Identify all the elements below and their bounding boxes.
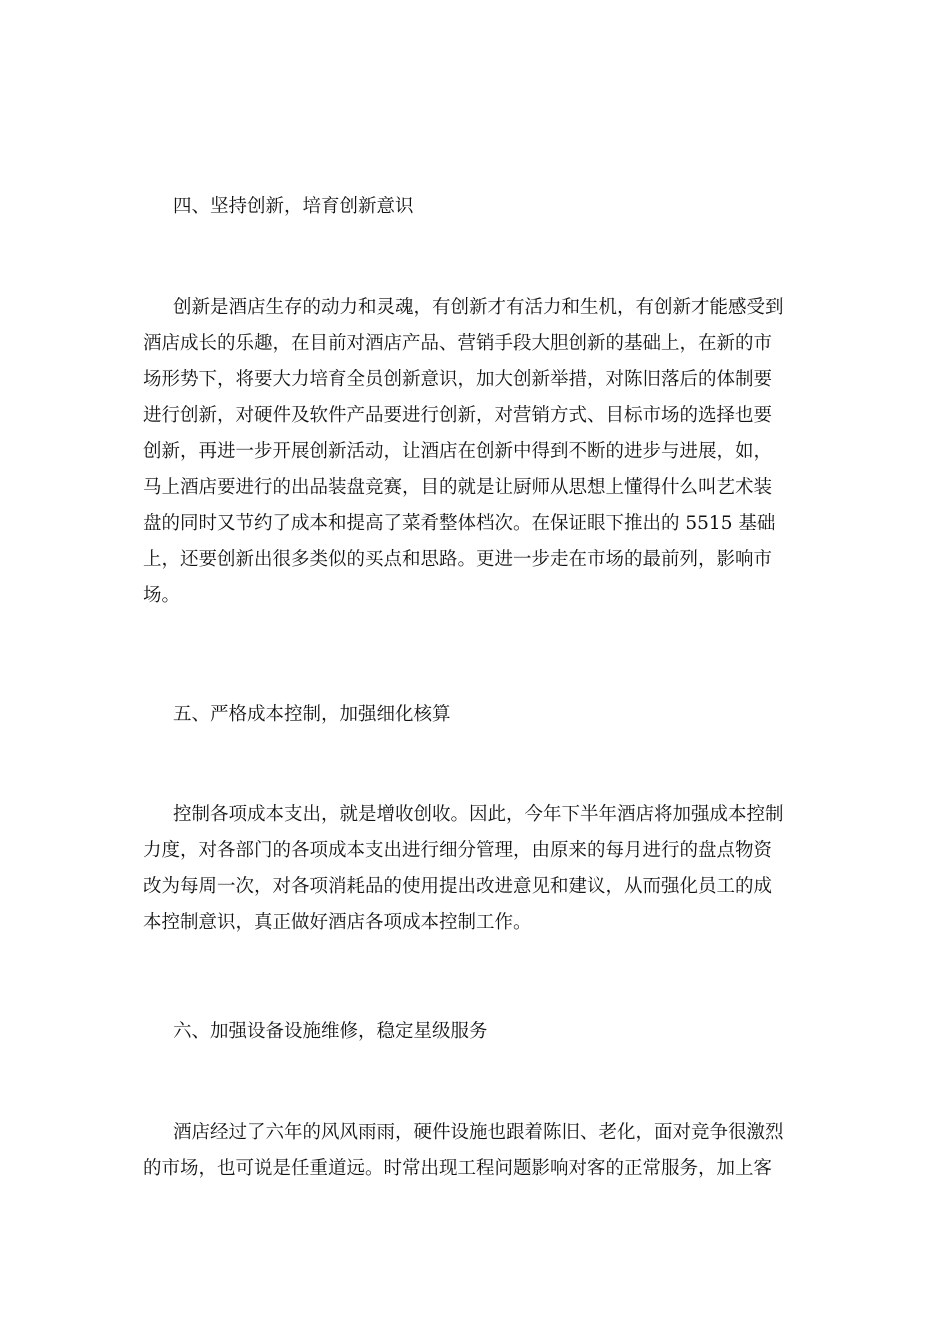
section-4-heading: 四、坚持创新，培育创新意识 (173, 196, 414, 217)
paragraph-line: 盘的同时又节约了成本和提高了菜肴整体档次。在保证眼下推出的 5515 基础 (143, 513, 776, 534)
paragraph-line: 场。 (143, 585, 181, 606)
paragraph-line: 改为每周一次，对各项消耗品的使用提出改进意见和建议，从而强化员工的成 (143, 876, 773, 897)
paragraph-line: 马上酒店要进行的出品装盘竞赛，目的就是让厨师从思想上懂得什么叫艺术装 (143, 477, 773, 498)
paragraph-line: 进行创新，对硬件及软件产品要进行创新，对营销方式、目标市场的选择也要 (143, 405, 773, 426)
paragraph-line: 控制各项成本支出，就是增收创收。因此，今年下半年酒店将加强成本控制 (173, 804, 784, 825)
paragraph-line: 的市场，也可说是任重道远。时常出现工程问题影响对客的正常服务，加上客 (143, 1158, 773, 1179)
section-6-paragraph (143, 1115, 807, 1187)
paragraph-line: 力度，对各部门的各项成本支出进行细分管理，由原来的每月进行的盘点物资 (143, 840, 773, 861)
paragraph-line: 酒店经过了六年的风风雨雨，硬件设施也跟着陈旧、老化，面对竞争很激烈 (173, 1122, 784, 1143)
section-6-heading: 六、加强设备设施维修，稳定星级服务 (173, 1021, 488, 1042)
paragraph-line: 酒店成长的乐趣，在目前对酒店产品、营销手段大胆创新的基础上，在新的市 (143, 333, 773, 354)
paragraph-line: 场形势下，将要大力培育全员创新意识，加大创新举措，对陈旧落后的体制要 (143, 369, 773, 390)
section-4-paragraph (143, 290, 807, 614)
paragraph-line: 创新是酒店生存的动力和灵魂，有创新才有活力和生机，有创新才能感受到 (173, 297, 784, 318)
section-5-paragraph (143, 797, 807, 941)
paragraph-line: 创新，再进一步开展创新活动，让酒店在创新中得到不断的进步与进展，如， (143, 441, 773, 462)
paragraph-line: 本控制意识，真正做好酒店各项成本控制工作。 (143, 912, 532, 933)
section-5-heading: 五、严格成本控制，加强细化核算 (173, 704, 451, 725)
paragraph-line: 上，还要创新出很多类似的买点和思路。更进一步走在市场的最前列，影响市 (143, 549, 773, 570)
